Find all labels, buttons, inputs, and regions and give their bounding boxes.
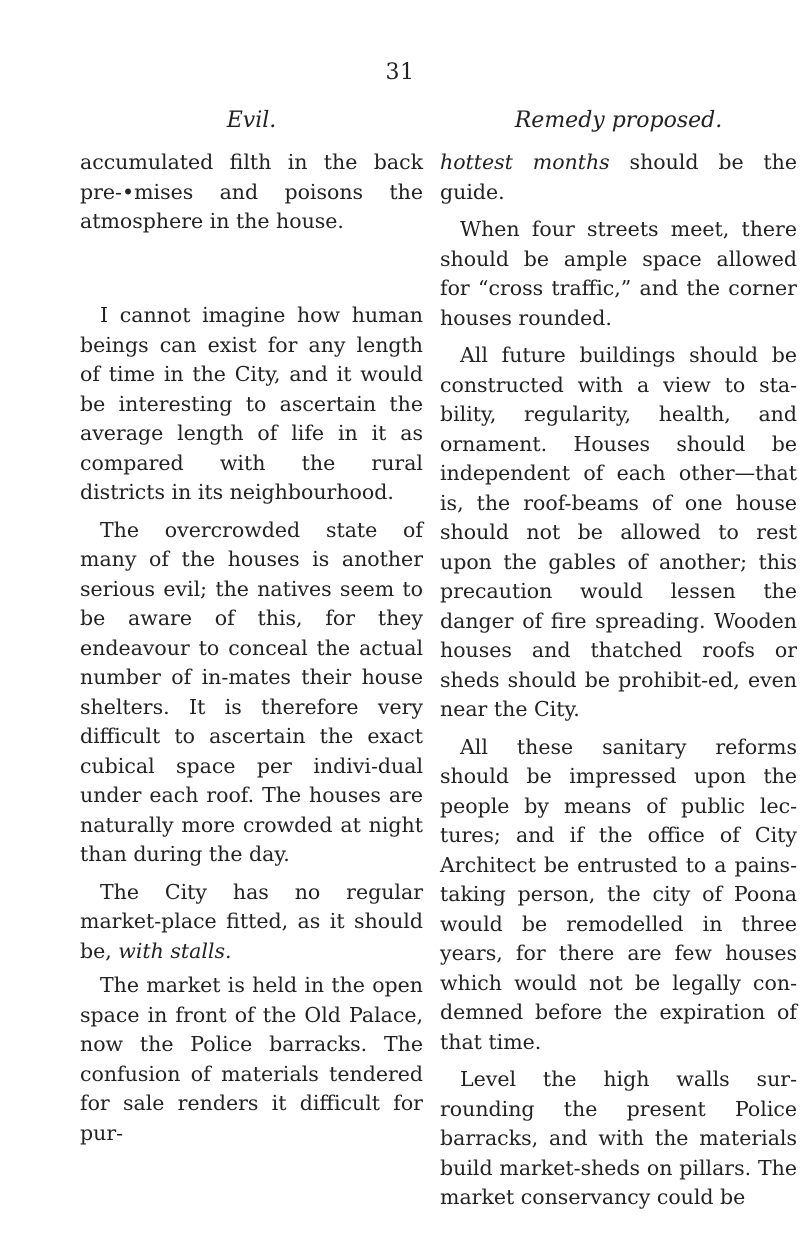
right-paragraph: All future buildings should be constructed with a view to sta-bility, regularity, health, and ornament. Houses should be independent of each other—that is, the roof-beams of one house should not be allowed to rest upon the gables of another; this precaution would lessen the danger of fire spreading. Wooden houses and thatched roofs or sheds should be prohibit-ed, even near the City. — [440, 343, 797, 721]
right-column-heading: Remedy proposed. — [514, 108, 723, 133]
left-paragraph: I cannot imagine how human beings can exist for any length of time in the City, and it would be interesting to ascertain the average length of life in it as compared with the rural districts in its neighbourhood. — [80, 303, 423, 504]
right-paragraph-italic: hottest months — [440, 150, 610, 174]
right-paragraph: All these sanitary reforms should be impressed upon the people by means of public lec-tures; and if the office of City Architect be entrusted to a pains-taking person, the city of Poona would be remodelled in three years, for there are few houses which would not be legally con-demned before the expiration of that time. — [440, 734, 797, 1054]
right-paragraph — [440, 148, 797, 207]
left-paragraph-italic: with stalls. — [118, 938, 232, 963]
left-column-block-3 — [80, 971, 423, 1148]
left-paragraph: accumulated filth in the back pre-•mises and poisons the atmosphere in the house. — [80, 150, 423, 233]
right-paragraph: Level the high walls sur-rounding the present Police barracks, and with the materials build market-sheds on pillars. The market conservancy could be — [440, 1067, 797, 1209]
right-paragraph: When four streets meet, there should be ample space allowed for “cross traffic,” and the corner houses rounded. — [440, 217, 797, 330]
right-paragraph-text: should be the guide. — [440, 150, 797, 204]
page-number: 31 — [385, 60, 415, 85]
left-paragraph: The market is held in the open space in front of the Old Palace, now the Police barracks. The confusion of materials tendered for sale renders it difficult for pur- — [80, 973, 423, 1145]
left-paragraph — [80, 878, 423, 967]
left-paragraph-text: The City has no regular market-place fitted, as it should be, — [80, 879, 423, 963]
left-paragraph: The overcrowded state of many of the houses is another serious evil; the natives seem to be aware of this, for they endeavour to conceal the actual number of in-mates their house shelters. It is therefore very difficult to ascertain the exact cubical space per indivi-dual under each roof. The houses are naturally more crowded at night than during the day. — [80, 517, 423, 866]
left-column-block-1 — [80, 148, 423, 237]
right-column — [440, 148, 797, 1213]
left-column-block-2 — [80, 301, 423, 966]
left-column-heading: Evil. — [226, 108, 277, 133]
